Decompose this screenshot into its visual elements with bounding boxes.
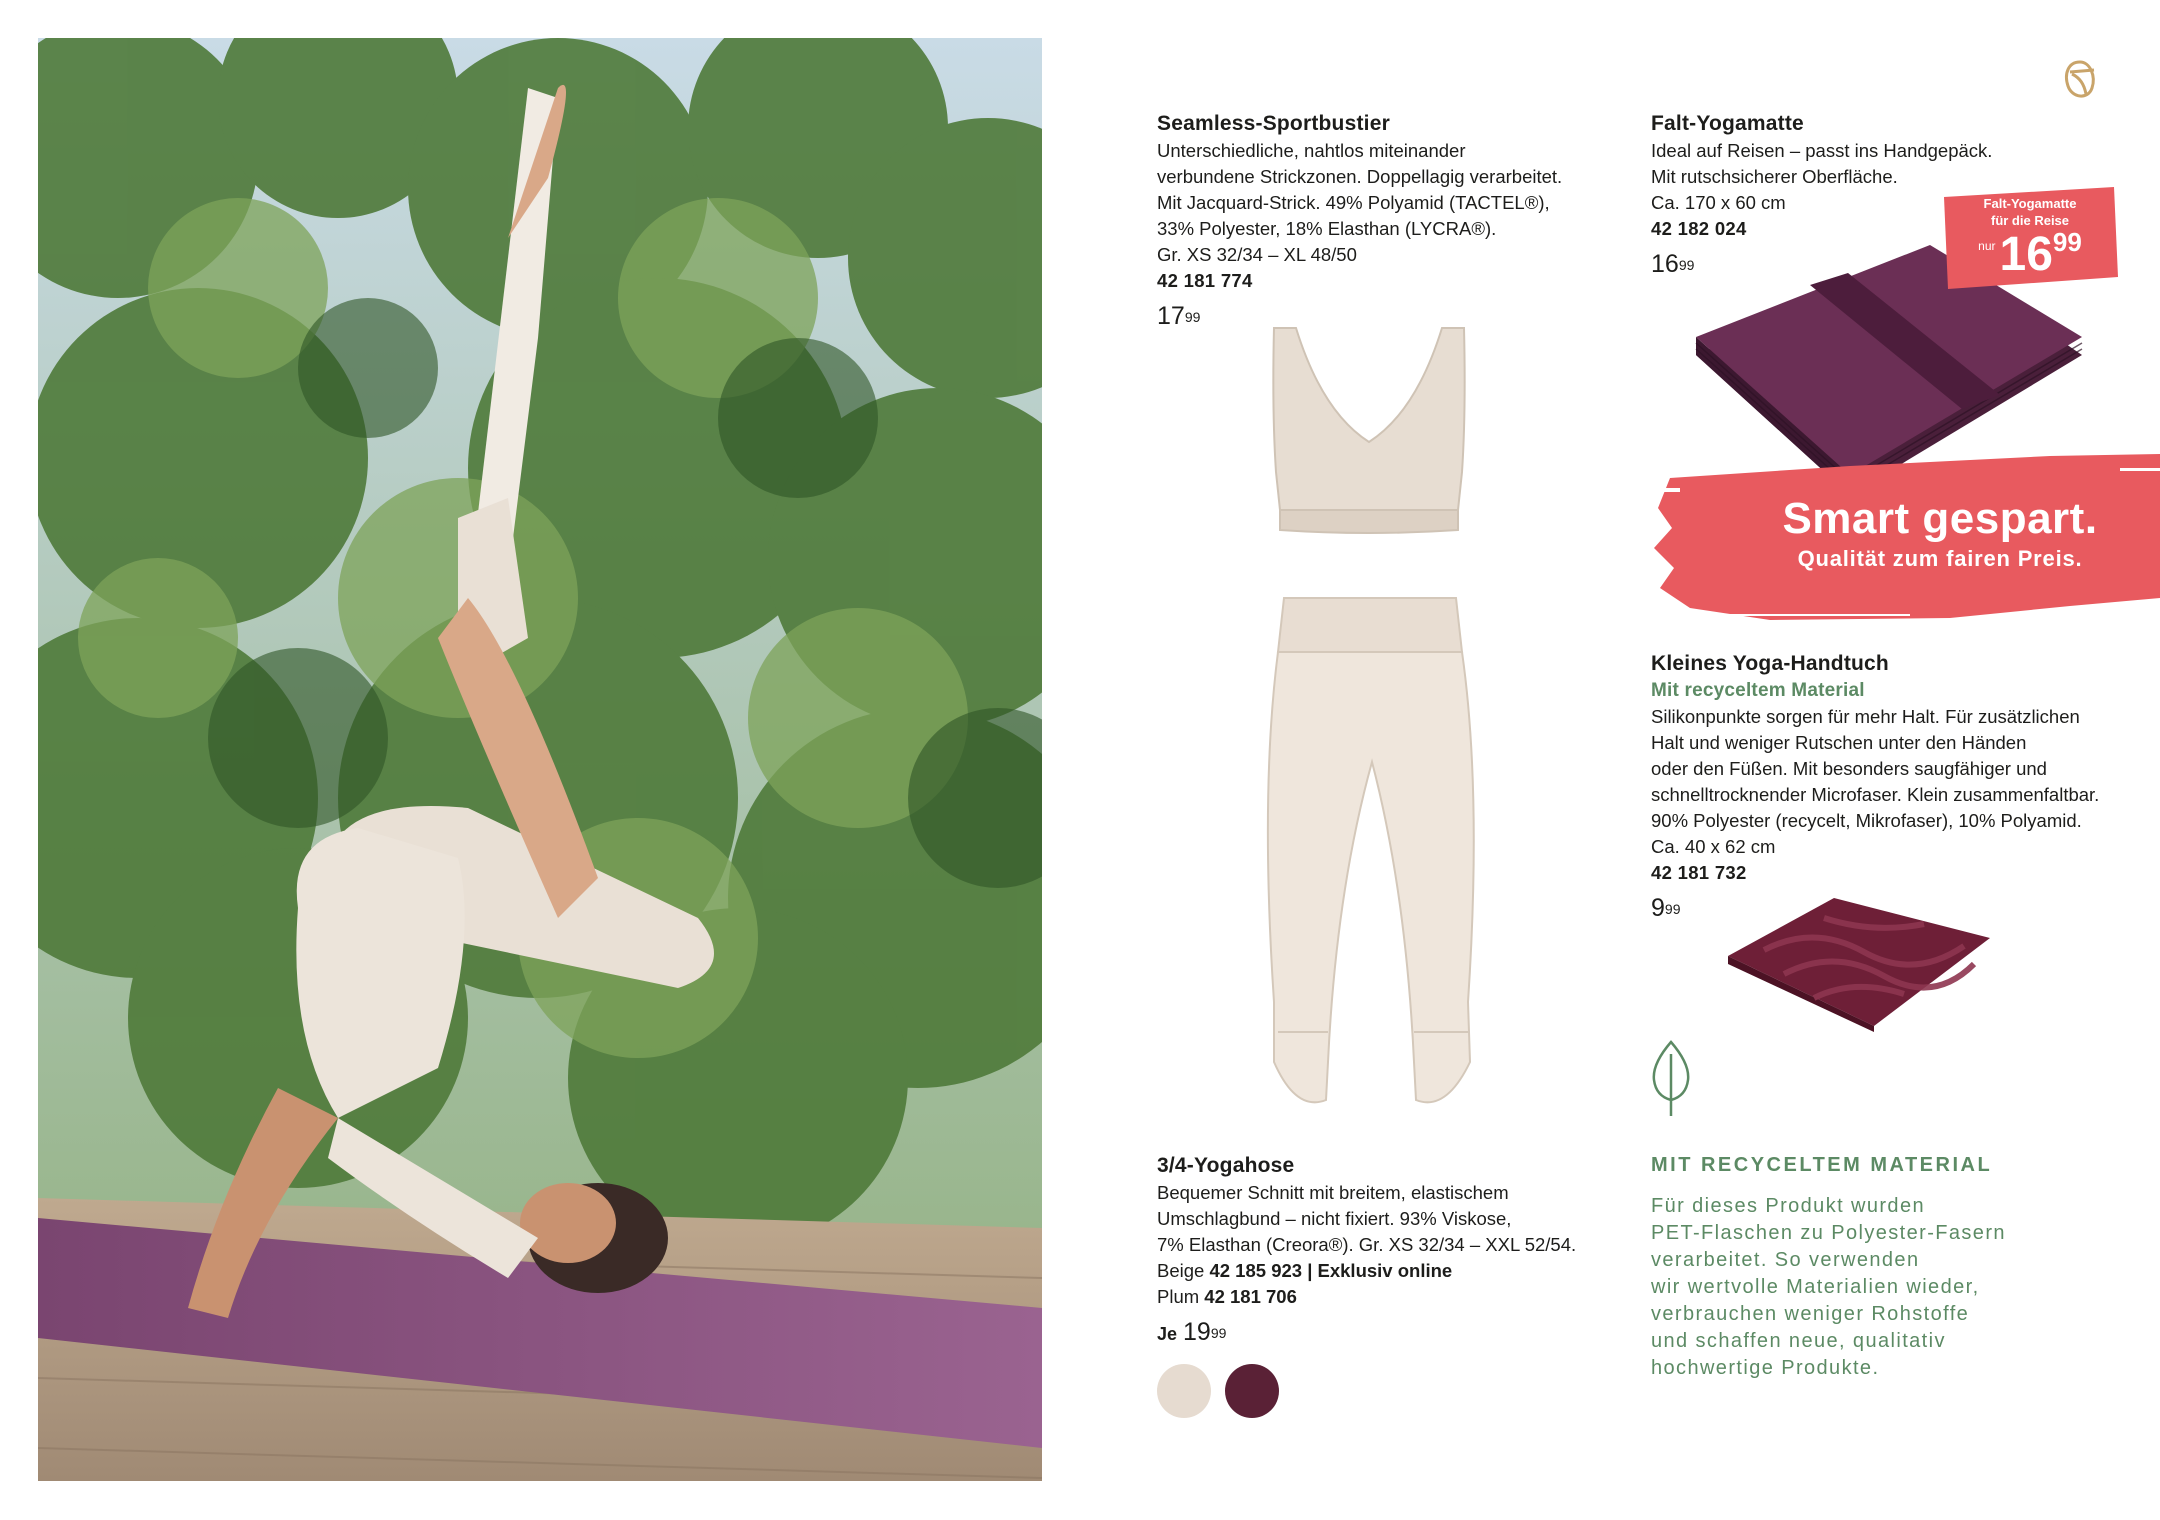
price-cents: 99 <box>1664 901 1681 917</box>
price-sticker <box>1950 195 2110 282</box>
sticker-line: für die Reise <box>1990 213 2070 228</box>
product-title: Falt-Yogamatte <box>1651 112 1804 135</box>
article-number: 42 185 923 | Exklusiv online <box>1209 1260 1453 1281</box>
product-title: Seamless-Sportbustier <box>1157 112 1390 135</box>
recycle-line: verbrauchen weniger Rohstoffe <box>1651 1303 1970 1325</box>
description-line: 90% Polyester (recycelt, Mikrofaser), 10% Polyamid. <box>1651 810 2082 831</box>
price-main: 17 <box>1157 302 1185 330</box>
article-number: 42 181 774 <box>1157 270 1253 291</box>
yogahose-image <box>1256 592 1484 1112</box>
product-description <box>1651 704 2151 860</box>
recycle-note <box>1651 1154 2111 1382</box>
product-title: Kleines Yoga-Handtuch <box>1651 652 1889 675</box>
yoga-photo-illustration <box>38 38 1042 1481</box>
recycle-line: verarbeitet. So verwenden <box>1651 1249 1920 1271</box>
yoga-photo <box>38 38 1042 1481</box>
product-bustier <box>1157 110 1637 332</box>
recycle-line: PET-Flaschen zu Polyester-Fasern <box>1651 1222 2006 1244</box>
price-main: 19 <box>1183 1318 1211 1346</box>
description-line: Ca. 40 x 62 cm <box>1651 836 1776 857</box>
description-line: Umschlagbund – nicht fixiert. 93% Viskose, <box>1157 1208 1512 1229</box>
description-line: oder den Füßen. Mit besonders saugfähiger und <box>1651 758 2047 779</box>
description-line: 33% Polyester, 18% Elasthan (LYCRA®). <box>1157 218 1497 239</box>
color-swatches <box>1157 1364 1657 1423</box>
description-line: Mit Jacquard-Strick. 49% Polyamid (TACTEL®), <box>1157 192 1550 213</box>
product-description <box>1157 138 1637 268</box>
product-handtuch <box>1651 650 2151 924</box>
recycle-title: MIT RECYCELTEM MATERIAL <box>1651 1154 1993 1176</box>
banner <box>1650 494 2150 572</box>
yoga-towel-image <box>1724 894 1994 1034</box>
sticker-text <box>1950 195 2110 229</box>
variant-label: Beige <box>1157 1260 1205 1281</box>
description-line: verbundene Strickzonen. Doppellagig verarbeitet. <box>1157 166 1563 187</box>
sticker-price-row <box>1950 227 2110 282</box>
variant-plum <box>1157 1284 1657 1310</box>
recycle-line: Für dieses Produkt wurden <box>1651 1195 1926 1217</box>
price-cents: 99 <box>1210 1325 1227 1341</box>
swatch-plum[interactable] <box>1225 1364 1279 1418</box>
description-line: Ideal auf Reisen – passt ins Handgepäck. <box>1651 140 1993 161</box>
article-number: 42 181 706 <box>1204 1286 1297 1307</box>
price-main: 16 <box>1999 228 2053 281</box>
sticker-nur: nur <box>1978 239 1996 253</box>
description-line: 7% Elasthan (Creora®). Gr. XS 32/34 – XXL 52/54. <box>1157 1234 1577 1255</box>
swatch-beige[interactable] <box>1157 1364 1211 1418</box>
bustier-image <box>1262 322 1476 538</box>
product-yogahose <box>1157 1152 1657 1423</box>
banner-headline: Smart gespart. <box>1782 494 2098 543</box>
description-line: Gr. XS 32/34 – XL 48/50 <box>1157 244 1357 265</box>
price-cents: 99 <box>2052 227 2082 257</box>
product-subtitle: Mit recyceltem Material <box>1651 680 1865 701</box>
recycle-text <box>1651 1193 2111 1382</box>
recycle-line: wir wertvolle Materialien wieder, <box>1651 1276 1980 1298</box>
description-line: Unterschiedliche, nahtlos miteinander <box>1157 140 1466 161</box>
description-line: Mit rutschsicherer Oberfläche. <box>1651 166 1898 187</box>
description-line: Ca. 170 x 60 cm <box>1651 192 1786 213</box>
price-prefix: Je <box>1157 1324 1178 1344</box>
price-cents: 99 <box>1678 257 1695 273</box>
variant-beige <box>1157 1258 1657 1284</box>
tchibo-bean-logo-icon <box>2058 58 2102 102</box>
description-line: Halt und weniger Rutschen unter den Händen <box>1651 732 2027 753</box>
article-number: 42 182 024 <box>1651 218 1747 239</box>
leaf-icon <box>1650 1040 1692 1118</box>
recycle-line: und schaffen neue, qualitativ <box>1651 1330 1946 1352</box>
price <box>1157 1316 1657 1350</box>
description-line: Silikonpunkte sorgen für mehr Halt. Für zusätzlichen <box>1651 706 2080 727</box>
article-number: 42 181 732 <box>1651 862 1747 883</box>
banner-subline: Qualität zum fairen Preis. <box>1797 546 2083 571</box>
description-line: Bequemer Schnitt mit breitem, elastischem <box>1157 1182 1509 1203</box>
description-line: schnelltrocknender Microfaser. Klein zusammenfaltbar. <box>1651 784 2100 805</box>
sticker-price <box>2000 227 2082 282</box>
price-main: 16 <box>1651 250 1679 278</box>
product-title: 3/4-Yogahose <box>1157 1154 1295 1177</box>
variant-label: Plum <box>1157 1286 1200 1307</box>
recycle-line: hochwertige Produkte. <box>1651 1357 1880 1379</box>
price-cents: 99 <box>1184 309 1201 325</box>
product-description <box>1157 1180 1657 1258</box>
price-main: 9 <box>1651 894 1665 922</box>
sticker-line: Falt-Yogamatte <box>1983 196 2077 211</box>
